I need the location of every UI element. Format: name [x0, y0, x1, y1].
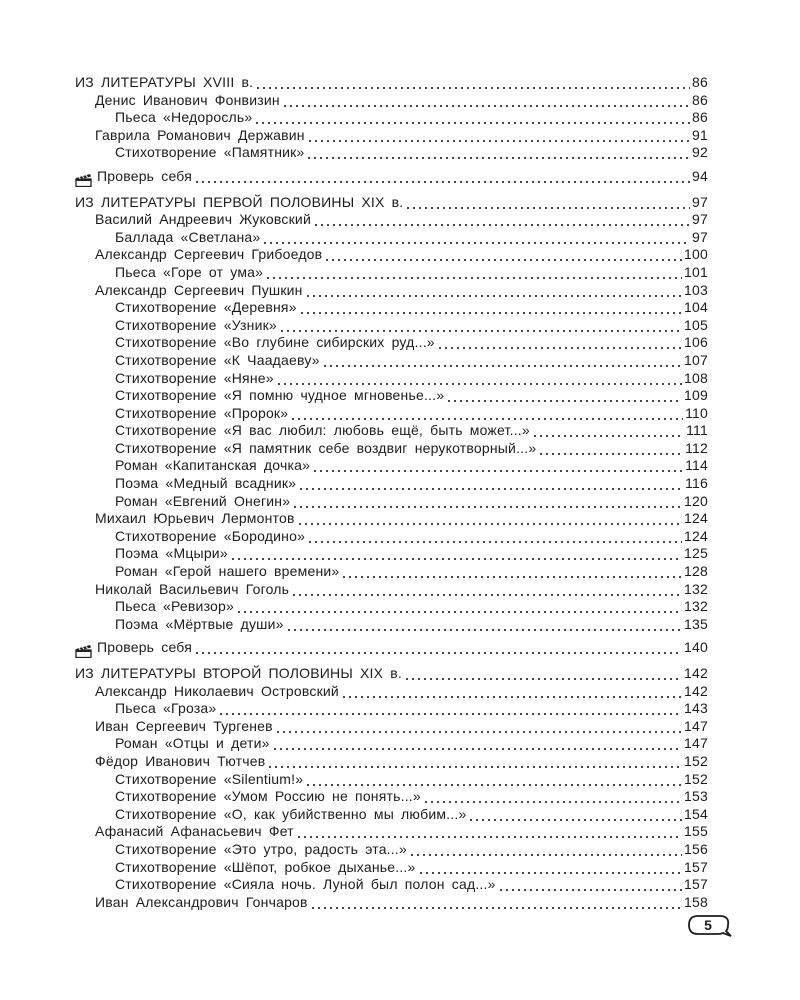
toc-entry-page: 114: [685, 457, 708, 474]
toc-entry-work[interactable]: [75, 334, 708, 352]
toc-entry-page: 153: [684, 788, 708, 805]
toc-entry-page: 86: [692, 91, 708, 108]
toc-entry-title: Стихотворение «К Чаадаеву»: [115, 351, 320, 368]
toc-entry-page: 107: [684, 351, 708, 368]
toc-entry-title: Стихотворение «Памятник»: [115, 144, 305, 161]
toc-entry-work[interactable]: [75, 806, 708, 824]
toc-entry-page: 157: [684, 858, 708, 875]
toc-entry-work[interactable]: [75, 229, 708, 247]
toc-entry-title: Стихотворение «Пророк»: [115, 404, 289, 421]
dot-leader: [306, 144, 690, 162]
toc-entry-heading[interactable]: [75, 74, 708, 92]
dot-leader: [254, 109, 690, 127]
toc-entry-title: Пьеса «Недоросль»: [115, 109, 253, 126]
toc-entry-title: Стихотворение «Умом Россию не понять...»: [115, 788, 421, 805]
toc-entry-title: Александр Сергеевич Грибоедов: [95, 246, 323, 263]
dot-leader: [498, 876, 682, 894]
dot-leader: [322, 352, 682, 370]
toc-entry-title: Михаил Юрьевич Лермонтов: [95, 510, 295, 527]
toc-entry-work[interactable]: [75, 370, 708, 388]
toc-entry-title: Стихотворение «Бородино»: [115, 527, 306, 544]
toc-entry-page: 111: [686, 422, 708, 439]
toc-entry-work[interactable]: [75, 475, 708, 493]
toc-entry-author[interactable]: [75, 127, 708, 145]
toc-entry-work[interactable]: [75, 144, 708, 162]
toc-entry-title: Поэма «Медный всадник»: [115, 475, 297, 492]
toc-entry-title: Стихотворение «Сияла ночь. Луной был полон сад...»: [115, 876, 496, 893]
clapperboard-icon: [75, 173, 93, 187]
toc-entry-title: Иван Сергеевич Тургенев: [95, 717, 273, 734]
toc-entry-work[interactable]: [75, 387, 708, 405]
toc-entry-title: Стихотворение «Няне»: [115, 369, 274, 386]
dot-leader: [341, 563, 682, 581]
toc-entry-work[interactable]: [75, 352, 708, 370]
toc-entry-page: 152: [684, 752, 708, 769]
toc-entry-work[interactable]: [75, 876, 708, 894]
dot-leader: [310, 894, 682, 912]
toc-entry-title: Николай Васильевич Гоголь: [95, 580, 290, 597]
dot-leader: [423, 788, 682, 806]
toc-entry-page: 97: [692, 193, 708, 210]
toc-entry-work[interactable]: [75, 616, 708, 634]
dot-leader: [262, 229, 690, 247]
dot-leader: [313, 211, 690, 229]
dot-leader: [307, 127, 690, 145]
toc-entry-work[interactable]: [75, 457, 708, 475]
toc-entry-page: 140: [684, 639, 708, 656]
toc-entry-title: Роман «Евгений Онегин»: [115, 492, 291, 509]
toc-entry-work[interactable]: [75, 598, 708, 616]
toc-entry-title: Денис Иванович Фонвизин: [95, 91, 280, 108]
toc-entry-page: 132: [684, 580, 708, 597]
toc-entry-title: Стихотворение «Я вас любил: любовь ещё, быть может...»: [115, 422, 530, 439]
dot-leader: [341, 683, 682, 701]
dot-leader: [446, 387, 682, 405]
toc-entry-page: 125: [684, 545, 708, 562]
clapperboard-icon: [75, 644, 93, 658]
dot-leader: [305, 771, 682, 789]
toc-entry-page: 158: [684, 893, 708, 910]
toc-entry-page: 109: [684, 387, 708, 404]
dot-leader: [218, 700, 682, 718]
toc-entry-check[interactable]: [75, 639, 708, 657]
toc-entry-title: Стихотворение «Шёпот, робкое дыханье...»: [115, 858, 416, 875]
dot-leader: [282, 92, 690, 110]
toc-entry-page: 155: [684, 823, 708, 840]
dot-leader: [409, 841, 682, 859]
toc-entry-author[interactable]: [75, 823, 708, 841]
toc-entry-page: 152: [684, 770, 708, 787]
toc-entry-title: Стихотворение «Это утро, радость эта...»: [115, 840, 407, 857]
toc-entry-page: 116: [685, 475, 708, 492]
toc-entry-page: 97: [692, 211, 708, 228]
toc-entry-author[interactable]: [75, 753, 708, 771]
dot-leader: [292, 493, 682, 511]
toc-entry-page: 132: [684, 598, 708, 615]
toc-entry-title: Фёдор Иванович Тютчев: [95, 752, 266, 769]
toc-entry-author[interactable]: [75, 718, 708, 736]
toc-entry-title: Поэма «Мцыри»: [115, 545, 228, 562]
toc-entry-title: Проверь себя: [97, 639, 192, 656]
toc-entry-title: ИЗ ЛИТЕРАТУРЫ ВТОРОЙ ПОЛОВИНЫ XIX в.: [75, 665, 402, 681]
toc-entry-author[interactable]: [75, 894, 708, 912]
toc-entry-title: Пьеса «Ревизор»: [115, 598, 234, 615]
toc-entry-author[interactable]: [75, 211, 708, 229]
toc-entry-work[interactable]: [75, 735, 708, 753]
dot-leader: [255, 74, 690, 92]
dot-leader: [267, 753, 682, 771]
dot-leader: [418, 859, 683, 877]
toc-entry-work[interactable]: [75, 317, 708, 335]
dot-leader: [405, 194, 690, 212]
toc-entry-page: 86: [692, 109, 708, 126]
toc-entry-title: Стихотворение «Я памятник себе воздвиг нерукотворный...»: [115, 439, 537, 456]
toc-entry-title: Баллада «Светлана»: [115, 228, 261, 245]
toc-entry-page: 106: [684, 334, 708, 351]
dot-leader: [305, 282, 682, 300]
toc-entry-page: 124: [684, 527, 708, 544]
toc-entry-work[interactable]: [75, 771, 708, 789]
toc-entry-heading[interactable]: [75, 194, 708, 212]
toc-entry-title: Стихотворение «Silentium!»: [115, 770, 304, 787]
dot-leader: [236, 598, 682, 616]
toc-entry-title: Иван Александрович Гончаров: [95, 893, 308, 910]
toc-entry-page: 147: [684, 735, 708, 752]
toc-entry-work[interactable]: [75, 563, 708, 581]
dot-leader: [279, 317, 682, 335]
dot-leader: [404, 665, 682, 683]
dot-leader: [538, 440, 683, 458]
dot-leader: [194, 168, 690, 186]
dot-leader: [275, 718, 682, 736]
toc-entry-work[interactable]: [75, 109, 708, 127]
toc-entry-author[interactable]: [75, 581, 708, 599]
table-of-contents: [75, 74, 708, 911]
toc-entry-title: ИЗ ЛИТЕРАТУРЫ XVIII в.: [75, 74, 254, 90]
toc-entry-title: Роман «Капитанская дочка»: [115, 457, 311, 474]
toc-entry-page: 143: [684, 700, 708, 717]
toc-entry-page: 104: [684, 299, 708, 316]
toc-entry-page: 105: [684, 316, 708, 333]
toc-entry-title: Василий Андреевич Жуковский: [95, 211, 311, 228]
toc-entry-page: 156: [684, 840, 708, 857]
toc-entry-title: Пьеса «Гроза»: [115, 700, 217, 717]
toc-entry-title: Поэма «Мёртвые души»: [115, 615, 284, 632]
dot-leader: [297, 510, 682, 528]
toc-entry-author[interactable]: [75, 683, 708, 701]
dot-leader: [437, 334, 682, 352]
dot-leader: [299, 299, 682, 317]
toc-entry-page: 128: [684, 563, 708, 580]
toc-entry-author[interactable]: [75, 510, 708, 528]
dot-leader: [272, 735, 682, 753]
toc-entry-page: 92: [692, 144, 708, 161]
toc-entry-page: 103: [684, 281, 708, 298]
toc-entry-work[interactable]: [75, 528, 708, 546]
toc-entry-page: 124: [684, 510, 708, 527]
toc-entry-page: 94: [692, 167, 708, 184]
page-number-badge: [688, 913, 732, 939]
dot-leader: [307, 528, 682, 546]
toc-entry-author[interactable]: [75, 246, 708, 264]
toc-entry-title: Стихотворение «О, как убийственно мы любим...»: [115, 805, 467, 822]
toc-entry-title: Александр Николаевич Островский: [95, 682, 339, 699]
toc-entry-heading[interactable]: [75, 665, 708, 683]
page-number: 5: [704, 917, 712, 933]
toc-entry-work[interactable]: [75, 405, 708, 423]
dot-leader: [290, 405, 683, 423]
toc-entry-title: Роман «Отцы и дети»: [115, 735, 270, 752]
dot-leader: [265, 264, 682, 282]
toc-entry-work[interactable]: [75, 299, 708, 317]
toc-entry-work[interactable]: [75, 264, 708, 282]
toc-entry-page: 100: [684, 246, 708, 263]
toc-entry-title: Стихотворение «Во глубине сибирских руд...»: [115, 334, 435, 351]
toc-entry-page: 142: [684, 682, 708, 699]
dot-leader: [276, 370, 682, 388]
toc-entry-page: 154: [684, 805, 708, 822]
toc-entry-title: Александр Сергеевич Пушкин: [95, 281, 303, 298]
dot-leader: [298, 475, 683, 493]
toc-entry-page: 157: [684, 876, 708, 893]
toc-entry-title: Роман «Герой нашего времени»: [115, 563, 340, 580]
dot-leader: [312, 457, 683, 475]
toc-entry-page: 135: [684, 615, 708, 632]
toc-entry-work[interactable]: [75, 440, 708, 458]
toc-entry-title: Стихотворение «Узник»: [115, 316, 277, 333]
toc-entry-page: 112: [685, 439, 708, 456]
toc-entry-title: Стихотворение «Деревня»: [115, 299, 297, 316]
dot-leader: [296, 823, 682, 841]
toc-entry-work[interactable]: [75, 859, 708, 877]
toc-entry-work[interactable]: [75, 788, 708, 806]
toc-entry-title: Стихотворение «Я помню чудное мгновенье...»: [115, 387, 445, 404]
toc-entry-page: 108: [684, 369, 708, 386]
toc-entry-page: 86: [692, 74, 708, 90]
toc-entry-work[interactable]: [75, 700, 708, 718]
dot-leader: [291, 581, 682, 599]
toc-entry-work[interactable]: [75, 545, 708, 563]
toc-entry-title: Гаврила Романович Державин: [95, 126, 305, 143]
toc-entry-work[interactable]: [75, 422, 708, 440]
toc-entry-page: 101: [684, 263, 708, 280]
toc-entry-page: 110: [685, 404, 708, 421]
dot-leader: [230, 545, 682, 563]
toc-entry-title: Пьеса «Горе от ума»: [115, 263, 264, 280]
toc-entry-check[interactable]: [75, 168, 708, 186]
dot-leader: [324, 246, 682, 264]
dot-leader: [468, 806, 682, 824]
toc-entry-page: 147: [684, 717, 708, 734]
toc-entry-page: 120: [684, 492, 708, 509]
toc-entry-work[interactable]: [75, 841, 708, 859]
toc-entry-page: 142: [684, 665, 708, 681]
dot-leader: [194, 639, 682, 657]
toc-entry-title: ИЗ ЛИТЕРАТУРЫ ПЕРВОЙ ПОЛОВИНЫ XIX в.: [75, 193, 404, 210]
toc-entry-author[interactable]: [75, 92, 708, 110]
dot-leader: [286, 616, 682, 634]
toc-entry-page: 97: [692, 228, 708, 245]
toc-entry-page: 91: [692, 126, 708, 143]
toc-entry-author[interactable]: [75, 282, 708, 300]
toc-entry-title: Проверь себя: [97, 167, 192, 184]
toc-entry-title: Афанасий Афанасьевич Фет: [95, 823, 294, 840]
toc-entry-work[interactable]: [75, 493, 708, 511]
dot-leader: [532, 422, 684, 440]
